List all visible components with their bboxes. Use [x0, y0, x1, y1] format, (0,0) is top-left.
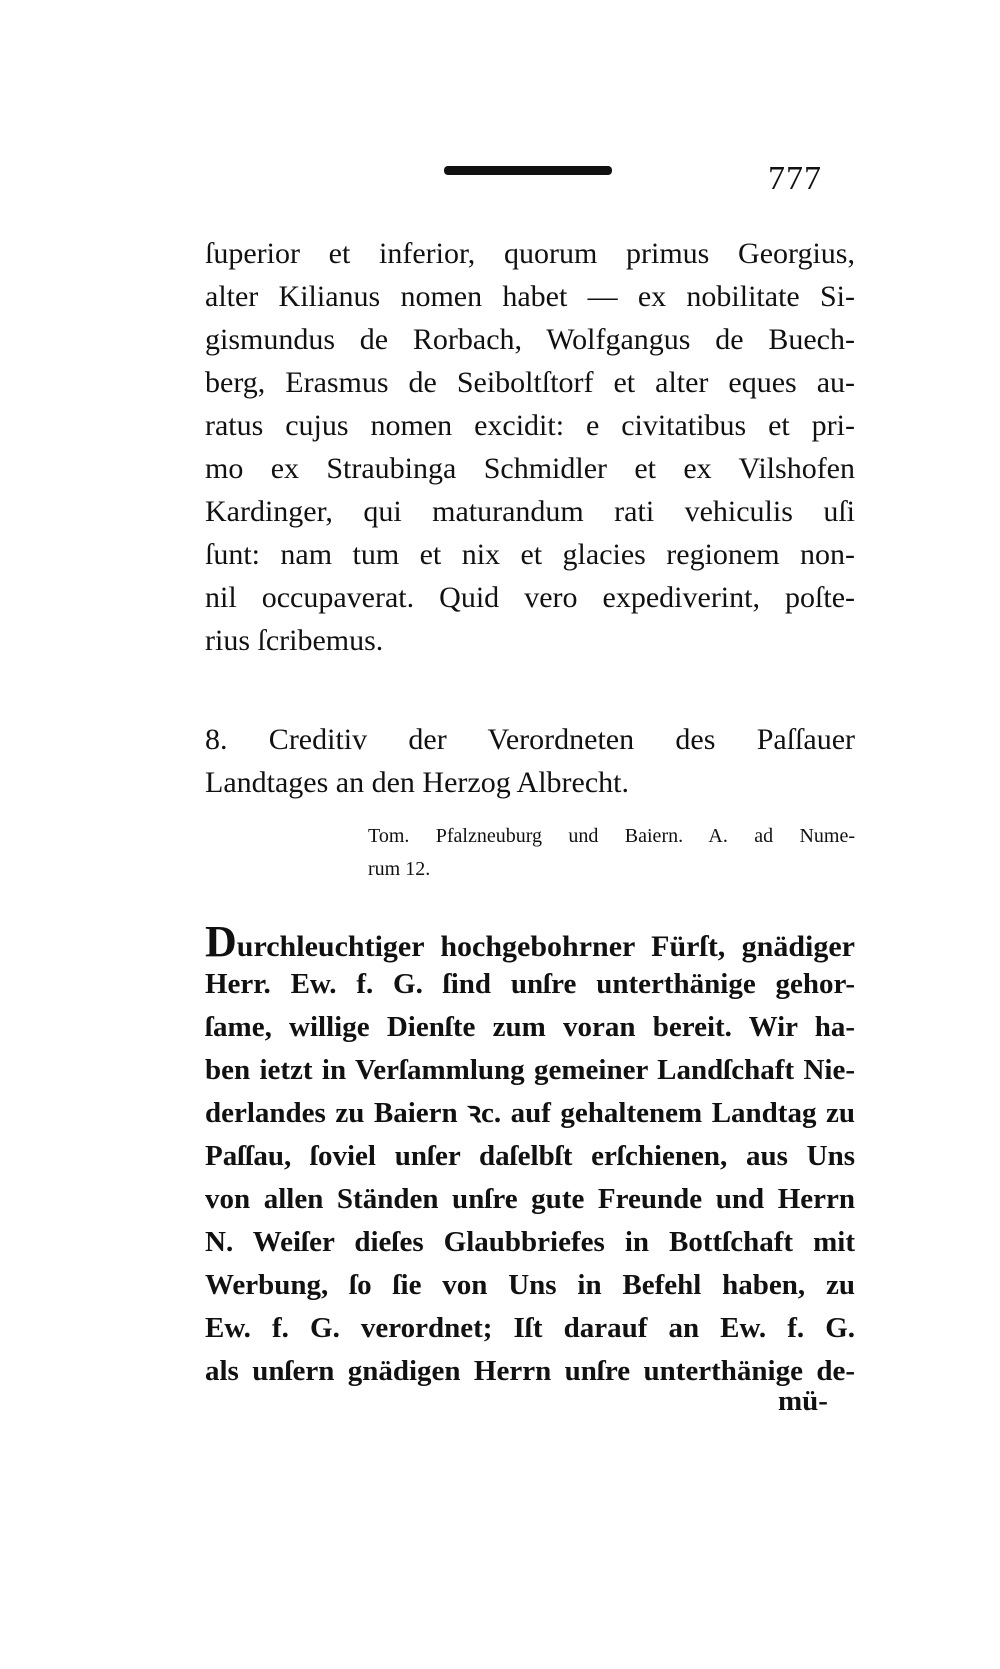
document-line: derlandes zu Baiern ꝛc. auf gehaltenem Landtag zu [205, 1097, 855, 1129]
document-text [205, 917, 855, 1393]
document-line: Paſſau, ſoviel unſer daſelbſt erſchienen, aus Uns [205, 1140, 855, 1172]
source-reference [368, 820, 855, 886]
document-first-line [205, 917, 855, 966]
document-line: ſame, willige Dienſte zum voran bereit. Wir ha- [205, 1011, 855, 1043]
text-line: nil occupaverat. Quid vero expediverint, poſte- [205, 581, 855, 614]
document-line: Herr. Ew. f. G. ſind unſre unterthänige gehor- [205, 968, 855, 1000]
section-heading [205, 718, 855, 804]
header-rule [444, 166, 612, 175]
text-line: berg, Erasmus de Seiboltſtorf et alter eques au- [205, 366, 855, 399]
text-line: alter Kilianus nomen habet — ex nobilitate Si- [205, 280, 855, 313]
source-line: Tom. Pfalzneuburg und Baiern. A. ad Nume- [368, 825, 855, 847]
document-line: von allen Ständen unſre gute Freunde und Herrn [205, 1183, 855, 1215]
document-line: als unſern gnädigen Herrn unſre unterthänige de- [205, 1355, 855, 1387]
page-number: 777 [768, 160, 822, 197]
text-line: rius ſcribemus. [205, 624, 384, 657]
source-line: rum 12. [368, 858, 431, 880]
document-line: Werbung, ſo ſie von Uns in Befehl haben, zu [205, 1269, 855, 1301]
heading-line: 8. Creditiv der Verordneten des Paſſauer [205, 723, 855, 756]
document-line: Ew. f. G. verordnet; Iſt darauf an Ew. f. G. [205, 1312, 855, 1344]
latin-paragraph [205, 232, 855, 662]
catchword: mü- [778, 1385, 828, 1417]
text-line: ſuperior et inferior, quorum primus Georgius, [205, 237, 855, 270]
text-line: Kardinger, qui maturandum rati vehiculis uſi [205, 495, 855, 528]
text-line: ſunt: nam tum et nix et glacies regionem non- [205, 538, 855, 571]
document-line: N. Weiſer dieſes Glaubbriefes in Bottſchaft mit [205, 1226, 855, 1258]
document-line: ben ietzt in Verſammlung gemeiner Landſchaft Nie- [205, 1054, 855, 1086]
heading-line: Landtages an den Herzog Albrecht. [205, 766, 629, 799]
first-line-text: urchleuchtiger hochgebohrner Fürſt, gnädiger [236, 930, 855, 963]
text-line: gismundus de Rorbach, Wolfgangus de Buech- [205, 323, 855, 356]
text-line: mo ex Straubinga Schmidler et ex Vilshofen [205, 452, 855, 485]
drop-cap: D [205, 917, 237, 966]
text-line: ratus cujus nomen excidit: e civitatibus et pri- [205, 409, 855, 442]
